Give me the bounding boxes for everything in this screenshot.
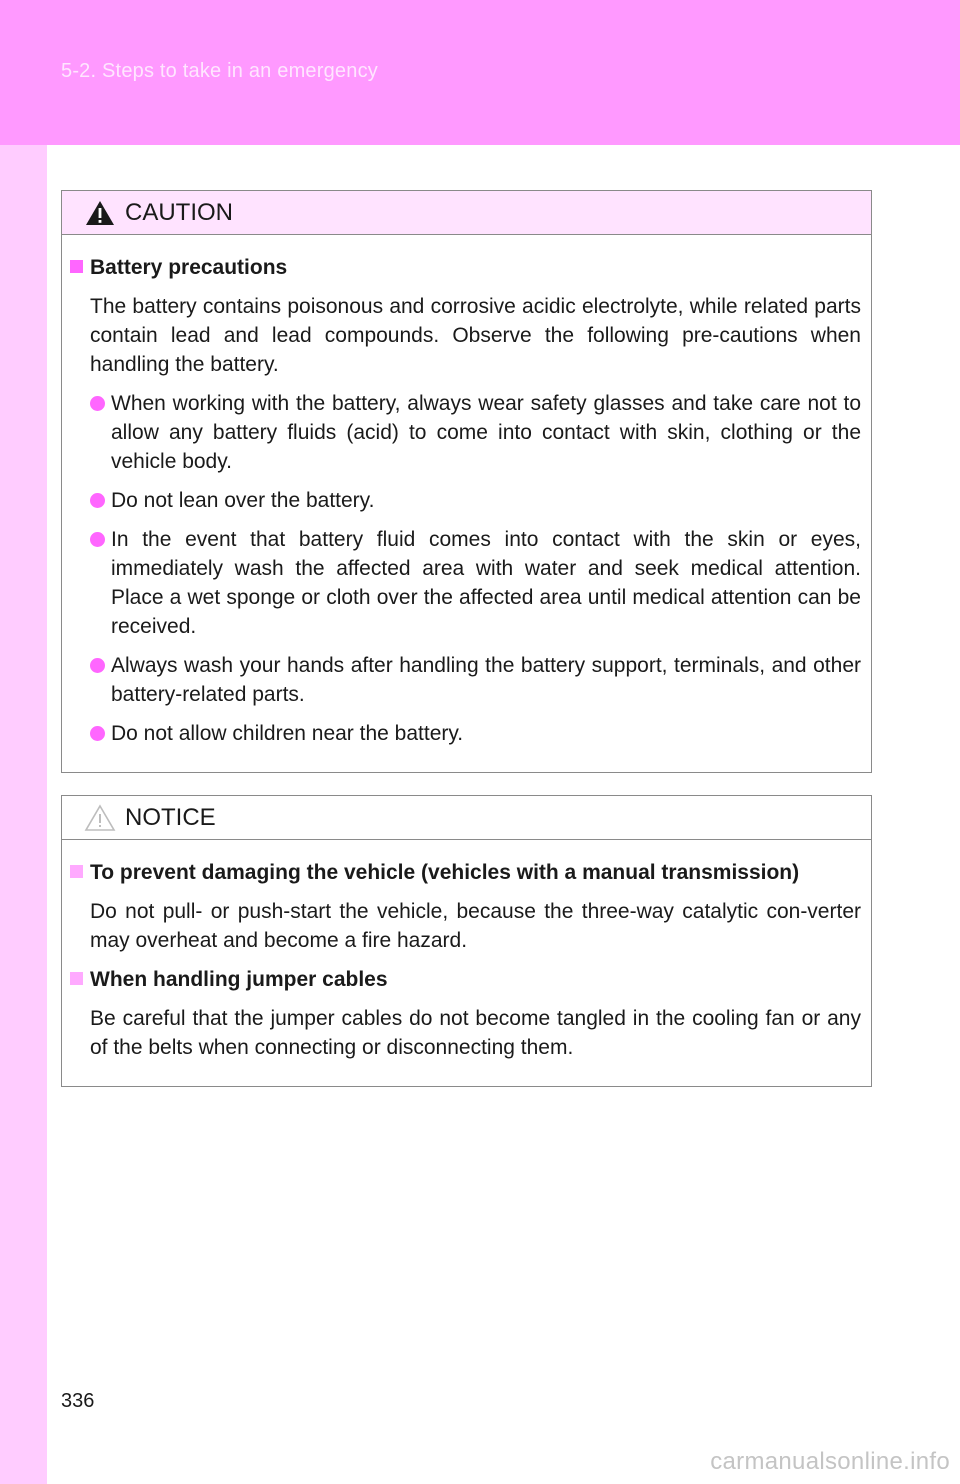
notice-title: NOTICE: [125, 804, 216, 831]
section-title: 5-2. Steps to take in an emergency: [61, 60, 378, 82]
notice-box: [61, 795, 872, 1087]
jumper-cables-text: Be careful that the jumper cables do not become tangled in the cooling fan or any of the belts when connecting or disconnecting them.: [90, 1007, 861, 1059]
manual-transmission-heading: To prevent damaging the vehicle (vehicles with a manual transmission): [70, 858, 861, 887]
list-item: In the event that battery fluid comes into contact with the skin or eyes, immediately wash the affected area with water and seek medical attention. Place a wet sponge or cloth over the affected area until medical attention can be received.: [90, 525, 861, 641]
list-item: When working with the battery, always wear safety glasses and take care not to allow any battery fluids (acid) to come into contact with skin, clothing or the vehicle body.: [90, 389, 861, 476]
page-header: [0, 0, 960, 145]
manual-transmission-text: Do not pull- or push-start the vehicle, because the three-way catalytic con-verter may overheat and become a fire hazard.: [90, 900, 861, 952]
circle-bullet-icon: [90, 396, 105, 411]
circle-bullet-icon: [90, 532, 105, 547]
list-item: Do not allow children near the battery.: [90, 719, 861, 748]
battery-precautions-heading: Battery precautions: [70, 253, 861, 282]
caution-box: [61, 190, 872, 773]
square-bullet-icon: [70, 865, 83, 878]
warning-triangle-outline-icon: [84, 804, 116, 832]
square-bullet-icon: [70, 260, 83, 273]
warning-triangle-icon: [84, 199, 116, 227]
square-bullet-icon: [70, 972, 83, 985]
circle-bullet-icon: [90, 493, 105, 508]
circle-bullet-icon: [90, 726, 105, 741]
caution-header: [62, 191, 871, 235]
caution-intro: The battery contains poisonous and corrosive acidic electrolyte, while related parts contain lead and lead compounds. Observe the following pre-cautions when handling the battery.: [90, 295, 861, 376]
list-item: Do not lean over the battery.: [90, 486, 861, 515]
notice-header: [62, 796, 871, 840]
page-number: 336: [61, 1390, 95, 1412]
side-strip: [0, 145, 47, 1484]
circle-bullet-icon: [90, 658, 105, 673]
jumper-cables-heading: When handling jumper cables: [70, 965, 861, 994]
caution-title: CAUTION: [125, 199, 233, 226]
list-item: Always wash your hands after handling the battery support, terminals, and other battery-related parts.: [90, 651, 861, 709]
watermark: carmanualsonline.info: [710, 1448, 950, 1475]
